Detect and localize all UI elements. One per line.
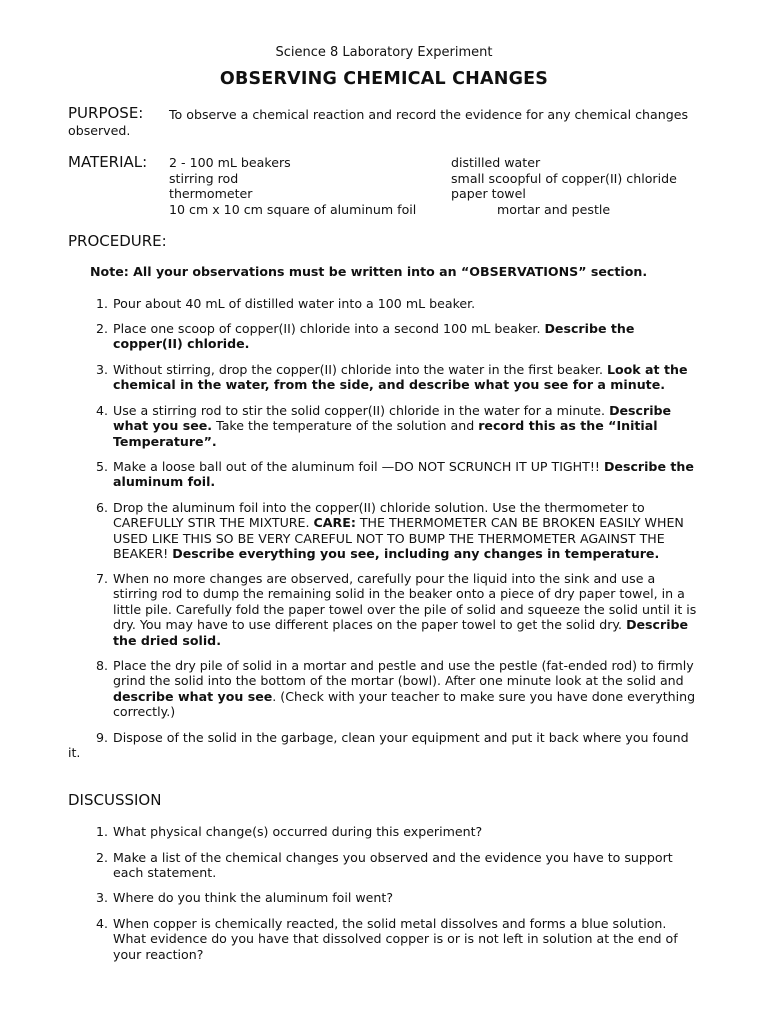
question-number: 2.: [95, 850, 108, 865]
step-number: 9.: [95, 730, 108, 745]
step-number: 6.: [95, 500, 108, 515]
material-item: small scoopful of copper(II) chloride: [451, 171, 677, 186]
step-text: [113, 403, 703, 449]
step-instruction: Take the temperature of the solution and: [212, 418, 479, 434]
step-number: 4.: [95, 403, 108, 418]
question-number: 4.: [95, 916, 108, 931]
step-text: [113, 362, 703, 393]
question-number: 3.: [95, 890, 108, 905]
purpose-label: PURPOSE:: [68, 104, 144, 122]
step-text: [113, 500, 703, 562]
step-number: 8.: [95, 658, 108, 673]
step-text: [113, 571, 703, 648]
procedure-label: PROCEDURE:: [68, 232, 167, 250]
discussion-label: DISCUSSION: [68, 791, 162, 809]
step-instruction-bold: Describe what you see.: [113, 403, 672, 434]
material-item: paper towel: [451, 186, 526, 201]
question-text: What physical change(s) occurred during this experiment?: [113, 824, 483, 839]
step-instruction-bold: Look at the chemical in the water, from the side, and describe what you see for a minute.: [113, 362, 688, 393]
procedure-note: Note: All your observations must be written into an “OBSERVATIONS” section.: [90, 264, 648, 279]
step-instruction: Use a stirring rod to stir the solid copper(II) chloride in the water for a minute.: [113, 403, 610, 418]
step-instruction: Pour about 40 mL of distilled water into a 100 mL beaker.: [113, 296, 476, 311]
step-text: [113, 321, 703, 352]
step-text: [113, 730, 703, 745]
material-item: mortar and pestle: [497, 202, 611, 217]
step-instruction: Drop the aluminum foil into the copper(II) chloride solution. Use the thermometer to CAREFULLY STIR THE MIXTURE.: [113, 500, 645, 531]
question-text: Where do you think the aluminum foil went?: [113, 890, 394, 905]
step-instruction-bold: describe what you see: [113, 688, 273, 704]
step-9-tail: it.: [68, 745, 81, 760]
step-text: [113, 459, 703, 490]
material-item: distilled water: [451, 155, 541, 170]
material-item: 2 - 100 mL beakers: [169, 155, 291, 170]
step-instruction-bold: Describe the aluminum foil.: [113, 459, 694, 490]
purpose-text-line2: observed.: [68, 123, 131, 138]
material-item: thermometer: [169, 186, 253, 201]
material-item: stirring rod: [169, 171, 239, 186]
step-instruction: Dispose of the solid in the garbage, clean your equipment and put it back where you found: [113, 730, 689, 745]
step-number: 7.: [95, 571, 108, 586]
step-text: [113, 658, 703, 720]
step-number: 3.: [95, 362, 108, 377]
course-header: Science 8 Laboratory Experiment: [275, 45, 493, 60]
question-number: 1.: [95, 824, 108, 839]
step-instruction: . (Check with your teacher to make sure you have done everything correctly.): [113, 688, 696, 720]
step-instruction: Place the dry pile of solid in a mortar and pestle and use the pestle (fat-ended rod) to firmly grind the solid into the bottom of the mortar (bowl). After one minute look at the solid and: [113, 658, 694, 689]
step-instruction: When no more changes are observed, carefully pour the liquid into the sink and use a stirring rod to dump the remaining solid in the beaker onto a piece of dry paper towel, in a little pile. Carefully fold the paper towel over the pile of solid and squeeze the solid until it is dry. You may have to use different places on the paper towel to get the solid dry.: [113, 571, 697, 633]
step-number: 5.: [95, 459, 108, 474]
step-instruction: THE THERMOMETER CAN BE BROKEN EASILY WHEN USED LIKE THIS SO BE VERY CAREFUL NOT TO BUMP THE THERMOMETER AGAINST THE BEAKER!: [113, 515, 684, 562]
step-number: 1.: [95, 296, 108, 311]
step-text: [113, 296, 703, 311]
step-instruction-bold: Describe the dried solid.: [113, 617, 689, 648]
step-instruction: Make a loose ball out of the aluminum foil —DO NOT SCRUNCH IT UP TIGHT!!: [113, 459, 604, 474]
step-instruction-bold: CARE:: [313, 515, 356, 531]
step-instruction-bold: record this as the “Initial Temperature”.: [113, 418, 658, 449]
step-number: 2.: [95, 321, 108, 336]
purpose-text-line1: To observe a chemical reaction and record the evidence for any chemical changes: [169, 107, 688, 122]
page-title: OBSERVING CHEMICAL CHANGES: [219, 69, 549, 89]
material-label: MATERIAL:: [68, 153, 148, 171]
material-item: 10 cm x 10 cm square of aluminum foil: [169, 202, 417, 217]
step-instruction: Without stirring, drop the copper(II) chloride into the water in the first beaker.: [113, 362, 607, 377]
step-instruction-bold: Describe everything you see, including any changes in temperature.: [172, 546, 660, 562]
step-instruction: Place one scoop of copper(II) chloride into a second 100 mL beaker.: [113, 321, 545, 336]
question-text: Make a list of the chemical changes you observed and the evidence you have to support each statement.: [113, 850, 673, 881]
question-text: When copper is chemically reacted, the solid metal dissolves and forms a blue solution. What evidence do you have that dissolved copper is or is not left in solution at the end of your reaction?: [113, 916, 678, 962]
step-instruction-bold: Describe the copper(II) chloride.: [113, 321, 635, 352]
